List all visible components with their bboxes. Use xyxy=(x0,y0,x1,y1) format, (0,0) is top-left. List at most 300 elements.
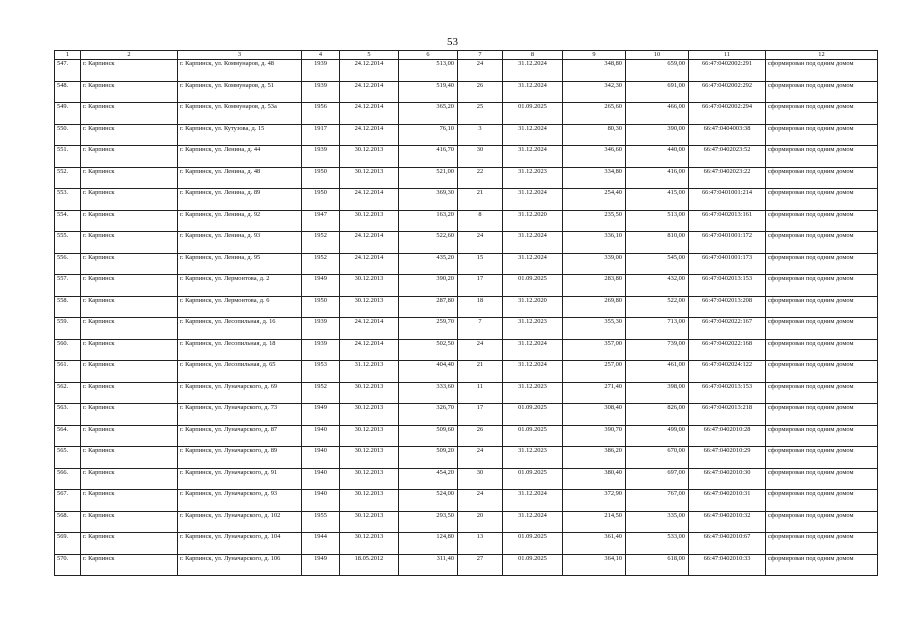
cadastral-number-cell: 66:47:0402010:67 xyxy=(689,533,766,555)
column-header: 5 xyxy=(340,51,399,60)
row-number-cell: 556. xyxy=(55,253,81,275)
row-number-cell: 560. xyxy=(55,339,81,361)
build-year-cell: 1950 xyxy=(302,296,340,318)
land-status-cell: сформирован под одним домом xyxy=(766,425,878,447)
land-area-cell: 810,00 xyxy=(626,232,689,254)
land-status-cell: сформирован под одним домом xyxy=(766,81,878,103)
residents-cell: 30 xyxy=(458,146,503,168)
table-row xyxy=(55,232,878,254)
address-cell: г. Карпинск, ул. Лесопильная, д. 16 xyxy=(178,318,302,340)
cadastral-number-cell: 66:47:0402013:153 xyxy=(689,275,766,297)
settlement-cell: г. Карпинск xyxy=(81,81,178,103)
column-header: 4 xyxy=(302,51,340,60)
settlement-cell: г. Карпинск xyxy=(81,447,178,469)
row-number-cell: 550. xyxy=(55,124,81,146)
land-area-cell: 533,00 xyxy=(626,533,689,555)
date-cell: 24.12.2014 xyxy=(340,339,399,361)
land-status-cell: сформирован под одним домом xyxy=(766,103,878,125)
cadastral-number-cell: 66:47:0402013:208 xyxy=(689,296,766,318)
date-cell: 24.12.2014 xyxy=(340,103,399,125)
land-area-cell: 390,00 xyxy=(626,124,689,146)
settlement-cell: г. Карпинск xyxy=(81,167,178,189)
table-row xyxy=(55,167,878,189)
column-header: 7 xyxy=(458,51,503,60)
cadastral-number-cell: 66:47:0404003:38 xyxy=(689,124,766,146)
area-living-cell: 214,50 xyxy=(563,511,626,533)
address-cell: г. Карпинск, ул. Лермонтова, д. 6 xyxy=(178,296,302,318)
area-living-cell: 257,00 xyxy=(563,361,626,383)
date-cell: 30.12.2013 xyxy=(340,210,399,232)
address-cell: г. Карпинск, ул. Луначарского, д. 73 xyxy=(178,404,302,426)
cadastral-number-cell: 66:47:0402023:22 xyxy=(689,167,766,189)
land-area-cell: 461,00 xyxy=(626,361,689,383)
row-number-cell: 548. xyxy=(55,81,81,103)
land-status-cell: сформирован под одним домом xyxy=(766,253,878,275)
date-cell: 30.12.2013 xyxy=(340,425,399,447)
land-area-cell: 697,00 xyxy=(626,468,689,490)
table-row xyxy=(55,425,878,447)
area-living-cell: 336,10 xyxy=(563,232,626,254)
date-cell: 30.12.2013 xyxy=(340,511,399,533)
date-cell: 30.12.2013 xyxy=(340,533,399,555)
cadastral-number-cell: 66:47:0402013:218 xyxy=(689,404,766,426)
column-number-row xyxy=(55,51,878,60)
land-status-cell: сформирован под одним домом xyxy=(766,318,878,340)
settlement-cell: г. Карпинск xyxy=(81,124,178,146)
land-area-cell: 416,00 xyxy=(626,167,689,189)
table-row xyxy=(55,339,878,361)
area-total-cell: 76,10 xyxy=(399,124,458,146)
date-cell: 18.05.2012 xyxy=(340,554,399,576)
area-total-cell: 369,30 xyxy=(399,189,458,211)
date-cell: 30.12.2013 xyxy=(340,447,399,469)
deadline-date-cell: 31.12.2024 xyxy=(503,511,563,533)
area-living-cell: 380,40 xyxy=(563,468,626,490)
land-status-cell: сформирован под одним домом xyxy=(766,167,878,189)
area-total-cell: 521,00 xyxy=(399,167,458,189)
row-number-cell: 557. xyxy=(55,275,81,297)
area-living-cell: 334,80 xyxy=(563,167,626,189)
land-status-cell: сформирован под одним домом xyxy=(766,124,878,146)
land-status-cell: сформирован под одним домом xyxy=(766,533,878,555)
residents-cell: 26 xyxy=(458,81,503,103)
area-total-cell: 311,40 xyxy=(399,554,458,576)
date-cell: 30.12.2013 xyxy=(340,146,399,168)
residents-cell: 8 xyxy=(458,210,503,232)
deadline-date-cell: 31.12.2024 xyxy=(503,124,563,146)
land-area-cell: 440,00 xyxy=(626,146,689,168)
cadastral-number-cell: 66:47:0402002:291 xyxy=(689,60,766,82)
build-year-cell: 1939 xyxy=(302,146,340,168)
table-row xyxy=(55,468,878,490)
area-total-cell: 163,20 xyxy=(399,210,458,232)
area-total-cell: 416,70 xyxy=(399,146,458,168)
area-total-cell: 524,00 xyxy=(399,490,458,512)
deadline-date-cell: 31.12.2024 xyxy=(503,232,563,254)
build-year-cell: 1952 xyxy=(302,253,340,275)
date-cell: 30.12.2013 xyxy=(340,275,399,297)
residents-cell: 26 xyxy=(458,425,503,447)
area-total-cell: 259,70 xyxy=(399,318,458,340)
row-number-cell: 552. xyxy=(55,167,81,189)
column-header: 1 xyxy=(55,51,81,60)
land-status-cell: сформирован под одним домом xyxy=(766,361,878,383)
row-number-cell: 566. xyxy=(55,468,81,490)
residents-cell: 18 xyxy=(458,296,503,318)
deadline-date-cell: 31.12.2024 xyxy=(503,253,563,275)
area-total-cell: 404,40 xyxy=(399,361,458,383)
date-cell: 30.12.2013 xyxy=(340,468,399,490)
column-header: 12 xyxy=(766,51,878,60)
deadline-date-cell: 01.09.2025 xyxy=(503,404,563,426)
land-status-cell: сформирован под одним домом xyxy=(766,210,878,232)
address-cell: г. Карпинск, ул. Лесопильная, д. 65 xyxy=(178,361,302,383)
deadline-date-cell: 31.12.2023 xyxy=(503,382,563,404)
date-cell: 31.12.2013 xyxy=(340,361,399,383)
cadastral-number-cell: 66:47:0402002:292 xyxy=(689,81,766,103)
cadastral-number-cell: 66:47:0402013:153 xyxy=(689,382,766,404)
address-cell: г. Карпинск, ул. Луначарского, д. 93 xyxy=(178,490,302,512)
address-cell: г. Карпинск, ул. Лермонтова, д. 2 xyxy=(178,275,302,297)
settlement-cell: г. Карпинск xyxy=(81,468,178,490)
build-year-cell: 1939 xyxy=(302,318,340,340)
area-living-cell: 361,40 xyxy=(563,533,626,555)
residents-cell: 3 xyxy=(458,124,503,146)
residents-cell: 24 xyxy=(458,60,503,82)
settlement-cell: г. Карпинск xyxy=(81,146,178,168)
residents-cell: 22 xyxy=(458,167,503,189)
row-number-cell: 563. xyxy=(55,404,81,426)
address-cell: г. Карпинск, ул. Луначарского, д. 106 xyxy=(178,554,302,576)
row-number-cell: 564. xyxy=(55,425,81,447)
residents-cell: 24 xyxy=(458,490,503,512)
cadastral-number-cell: 66:47:0402010:33 xyxy=(689,554,766,576)
deadline-date-cell: 31.12.2023 xyxy=(503,318,563,340)
row-number-cell: 561. xyxy=(55,361,81,383)
table-row xyxy=(55,60,878,82)
build-year-cell: 1947 xyxy=(302,210,340,232)
area-living-cell: 386,20 xyxy=(563,447,626,469)
residents-cell: 24 xyxy=(458,447,503,469)
build-year-cell: 1940 xyxy=(302,490,340,512)
cadastral-number-cell: 66:47:0402010:30 xyxy=(689,468,766,490)
land-area-cell: 713,00 xyxy=(626,318,689,340)
build-year-cell: 1949 xyxy=(302,404,340,426)
build-year-cell: 1940 xyxy=(302,468,340,490)
table-row xyxy=(55,81,878,103)
deadline-date-cell: 31.12.2020 xyxy=(503,296,563,318)
table-row xyxy=(55,318,878,340)
cadastral-number-cell: 66:47:0402010:28 xyxy=(689,425,766,447)
table-row xyxy=(55,103,878,125)
row-number-cell: 568. xyxy=(55,511,81,533)
row-number-cell: 547. xyxy=(55,60,81,82)
land-status-cell: сформирован под одним домом xyxy=(766,232,878,254)
cadastral-number-cell: 66:47:0402024:122 xyxy=(689,361,766,383)
settlement-cell: г. Карпинск xyxy=(81,554,178,576)
date-cell: 24.12.2014 xyxy=(340,189,399,211)
row-number-cell: 549. xyxy=(55,103,81,125)
settlement-cell: г. Карпинск xyxy=(81,511,178,533)
deadline-date-cell: 31.12.2024 xyxy=(503,146,563,168)
cadastral-number-cell: 66:47:0402002:294 xyxy=(689,103,766,125)
residents-cell: 7 xyxy=(458,318,503,340)
address-cell: г. Карпинск, ул. Луначарского, д. 89 xyxy=(178,447,302,469)
area-living-cell: 308,40 xyxy=(563,404,626,426)
address-cell: г. Карпинск, ул. Ленина, д. 44 xyxy=(178,146,302,168)
row-number-cell: 565. xyxy=(55,447,81,469)
residents-cell: 21 xyxy=(458,361,503,383)
column-header: 3 xyxy=(178,51,302,60)
area-living-cell: 271,40 xyxy=(563,382,626,404)
date-cell: 24.12.2014 xyxy=(340,81,399,103)
cadastral-number-cell: 66:47:0402023:52 xyxy=(689,146,766,168)
address-cell: г. Карпинск, ул. Ленина, д. 92 xyxy=(178,210,302,232)
land-area-cell: 670,00 xyxy=(626,447,689,469)
settlement-cell: г. Карпинск xyxy=(81,232,178,254)
address-cell: г. Карпинск, ул. Ленина, д. 93 xyxy=(178,232,302,254)
date-cell: 24.12.2014 xyxy=(340,60,399,82)
table-row xyxy=(55,382,878,404)
land-status-cell: сформирован под одним домом xyxy=(766,382,878,404)
deadline-date-cell: 31.12.2023 xyxy=(503,447,563,469)
cadastral-number-cell: 66:47:0402010:29 xyxy=(689,447,766,469)
cadastral-number-cell: 66:47:0401001:214 xyxy=(689,189,766,211)
column-header: 9 xyxy=(563,51,626,60)
address-cell: г. Карпинск, ул. Ленина, д. 95 xyxy=(178,253,302,275)
row-number-cell: 567. xyxy=(55,490,81,512)
area-total-cell: 509,20 xyxy=(399,447,458,469)
build-year-cell: 1944 xyxy=(302,533,340,555)
column-header: 6 xyxy=(399,51,458,60)
residents-cell: 21 xyxy=(458,189,503,211)
table-row xyxy=(55,490,878,512)
settlement-cell: г. Карпинск xyxy=(81,382,178,404)
deadline-date-cell: 01.09.2025 xyxy=(503,554,563,576)
land-area-cell: 499,00 xyxy=(626,425,689,447)
date-cell: 24.12.2014 xyxy=(340,253,399,275)
area-total-cell: 522,60 xyxy=(399,232,458,254)
settlement-cell: г. Карпинск xyxy=(81,103,178,125)
cadastral-number-cell: 66:47:0401001:173 xyxy=(689,253,766,275)
date-cell: 30.12.2013 xyxy=(340,296,399,318)
deadline-date-cell: 01.09.2025 xyxy=(503,533,563,555)
address-cell: г. Карпинск, ул. Коммунаров, д. 48 xyxy=(178,60,302,82)
land-status-cell: сформирован под одним домом xyxy=(766,339,878,361)
housing-register-table xyxy=(54,50,878,576)
table-row xyxy=(55,554,878,576)
area-living-cell: 372,90 xyxy=(563,490,626,512)
deadline-date-cell: 01.09.2025 xyxy=(503,275,563,297)
address-cell: г. Карпинск, ул. Ленина, д. 48 xyxy=(178,167,302,189)
area-total-cell: 519,40 xyxy=(399,81,458,103)
date-cell: 24.12.2014 xyxy=(340,318,399,340)
area-living-cell: 265,60 xyxy=(563,103,626,125)
area-living-cell: 348,80 xyxy=(563,60,626,82)
row-number-cell: 570. xyxy=(55,554,81,576)
deadline-date-cell: 01.09.2025 xyxy=(503,103,563,125)
table-row xyxy=(55,253,878,275)
land-status-cell: сформирован под одним домом xyxy=(766,490,878,512)
area-total-cell: 365,20 xyxy=(399,103,458,125)
row-number-cell: 569. xyxy=(55,533,81,555)
row-number-cell: 551. xyxy=(55,146,81,168)
area-total-cell: 124,80 xyxy=(399,533,458,555)
address-cell: г. Карпинск, ул. Кутузова, д. 15 xyxy=(178,124,302,146)
deadline-date-cell: 31.12.2024 xyxy=(503,339,563,361)
deadline-date-cell: 31.12.2024 xyxy=(503,189,563,211)
area-total-cell: 287,80 xyxy=(399,296,458,318)
address-cell: г. Карпинск, ул. Коммунаров, д. 53а xyxy=(178,103,302,125)
build-year-cell: 1950 xyxy=(302,167,340,189)
build-year-cell: 1952 xyxy=(302,232,340,254)
column-header: 10 xyxy=(626,51,689,60)
area-living-cell: 269,80 xyxy=(563,296,626,318)
table-row xyxy=(55,146,878,168)
deadline-date-cell: 31.12.2024 xyxy=(503,361,563,383)
area-living-cell: 364,10 xyxy=(563,554,626,576)
residents-cell: 20 xyxy=(458,511,503,533)
area-living-cell: 390,70 xyxy=(563,425,626,447)
table-row xyxy=(55,296,878,318)
row-number-cell: 562. xyxy=(55,382,81,404)
row-number-cell: 558. xyxy=(55,296,81,318)
land-area-cell: 618,00 xyxy=(626,554,689,576)
date-cell: 24.12.2014 xyxy=(340,124,399,146)
land-area-cell: 513,00 xyxy=(626,210,689,232)
settlement-cell: г. Карпинск xyxy=(81,189,178,211)
area-living-cell: 80,30 xyxy=(563,124,626,146)
build-year-cell: 1956 xyxy=(302,103,340,125)
area-total-cell: 509,60 xyxy=(399,425,458,447)
table-row xyxy=(55,447,878,469)
settlement-cell: г. Карпинск xyxy=(81,425,178,447)
land-area-cell: 398,00 xyxy=(626,382,689,404)
area-living-cell: 235,50 xyxy=(563,210,626,232)
deadline-date-cell: 01.09.2025 xyxy=(503,468,563,490)
date-cell: 30.12.2013 xyxy=(340,382,399,404)
cadastral-number-cell: 66:47:0402010:32 xyxy=(689,511,766,533)
build-year-cell: 1939 xyxy=(302,339,340,361)
row-number-cell: 554. xyxy=(55,210,81,232)
build-year-cell: 1953 xyxy=(302,361,340,383)
address-cell: г. Карпинск, ул. Луначарского, д. 69 xyxy=(178,382,302,404)
area-living-cell: 339,00 xyxy=(563,253,626,275)
settlement-cell: г. Карпинск xyxy=(81,533,178,555)
land-area-cell: 335,00 xyxy=(626,511,689,533)
settlement-cell: г. Карпинск xyxy=(81,339,178,361)
build-year-cell: 1939 xyxy=(302,81,340,103)
area-total-cell: 326,70 xyxy=(399,404,458,426)
land-area-cell: 739,00 xyxy=(626,339,689,361)
table-row xyxy=(55,124,878,146)
build-year-cell: 1955 xyxy=(302,511,340,533)
column-header: 11 xyxy=(689,51,766,60)
table-row xyxy=(55,275,878,297)
land-area-cell: 545,00 xyxy=(626,253,689,275)
land-status-cell: сформирован под одним домом xyxy=(766,60,878,82)
settlement-cell: г. Карпинск xyxy=(81,404,178,426)
area-total-cell: 390,20 xyxy=(399,275,458,297)
residents-cell: 25 xyxy=(458,103,503,125)
build-year-cell: 1940 xyxy=(302,447,340,469)
settlement-cell: г. Карпинск xyxy=(81,490,178,512)
column-header: 2 xyxy=(81,51,178,60)
page-number: 53 xyxy=(447,36,458,48)
build-year-cell: 1939 xyxy=(302,60,340,82)
address-cell: г. Карпинск, ул. Луначарского, д. 87 xyxy=(178,425,302,447)
land-status-cell: сформирован под одним домом xyxy=(766,447,878,469)
residents-cell: 27 xyxy=(458,554,503,576)
column-header: 8 xyxy=(503,51,563,60)
residents-cell: 24 xyxy=(458,339,503,361)
residents-cell: 17 xyxy=(458,404,503,426)
address-cell: г. Карпинск, ул. Коммунаров, д. 51 xyxy=(178,81,302,103)
cadastral-number-cell: 66:47:0401001:172 xyxy=(689,232,766,254)
build-year-cell: 1949 xyxy=(302,275,340,297)
build-year-cell: 1917 xyxy=(302,124,340,146)
land-status-cell: сформирован под одним домом xyxy=(766,189,878,211)
deadline-date-cell: 31.12.2023 xyxy=(503,167,563,189)
date-cell: 30.12.2013 xyxy=(340,490,399,512)
land-area-cell: 466,00 xyxy=(626,103,689,125)
area-total-cell: 502,50 xyxy=(399,339,458,361)
area-living-cell: 357,00 xyxy=(563,339,626,361)
settlement-cell: г. Карпинск xyxy=(81,210,178,232)
residents-cell: 13 xyxy=(458,533,503,555)
land-area-cell: 691,00 xyxy=(626,81,689,103)
row-number-cell: 555. xyxy=(55,232,81,254)
deadline-date-cell: 31.12.2020 xyxy=(503,210,563,232)
area-total-cell: 513,00 xyxy=(399,60,458,82)
build-year-cell: 1950 xyxy=(302,189,340,211)
area-total-cell: 454,20 xyxy=(399,468,458,490)
land-status-cell: сформирован под одним домом xyxy=(766,468,878,490)
table-row xyxy=(55,361,878,383)
settlement-cell: г. Карпинск xyxy=(81,60,178,82)
date-cell: 30.12.2013 xyxy=(340,167,399,189)
cadastral-number-cell: 66:47:0402022:167 xyxy=(689,318,766,340)
land-status-cell: сформирован под одним домом xyxy=(766,511,878,533)
cadastral-number-cell: 66:47:0402022:168 xyxy=(689,339,766,361)
residents-cell: 17 xyxy=(458,275,503,297)
table-row xyxy=(55,210,878,232)
residents-cell: 30 xyxy=(458,468,503,490)
settlement-cell: г. Карпинск xyxy=(81,318,178,340)
deadline-date-cell: 01.09.2025 xyxy=(503,425,563,447)
table-row xyxy=(55,511,878,533)
deadline-date-cell: 31.12.2024 xyxy=(503,60,563,82)
build-year-cell: 1952 xyxy=(302,382,340,404)
area-total-cell: 333,60 xyxy=(399,382,458,404)
land-area-cell: 432,00 xyxy=(626,275,689,297)
land-status-cell: сформирован под одним домом xyxy=(766,296,878,318)
area-living-cell: 283,80 xyxy=(563,275,626,297)
residents-cell: 15 xyxy=(458,253,503,275)
table-row xyxy=(55,533,878,555)
deadline-date-cell: 31.12.2024 xyxy=(503,81,563,103)
date-cell: 30.12.2013 xyxy=(340,404,399,426)
land-area-cell: 659,00 xyxy=(626,60,689,82)
table-row xyxy=(55,404,878,426)
land-area-cell: 767,00 xyxy=(626,490,689,512)
row-number-cell: 559. xyxy=(55,318,81,340)
residents-cell: 24 xyxy=(458,232,503,254)
area-total-cell: 435,20 xyxy=(399,253,458,275)
address-cell: г. Карпинск, ул. Ленина, д. 89 xyxy=(178,189,302,211)
table-row xyxy=(55,189,878,211)
land-area-cell: 522,00 xyxy=(626,296,689,318)
